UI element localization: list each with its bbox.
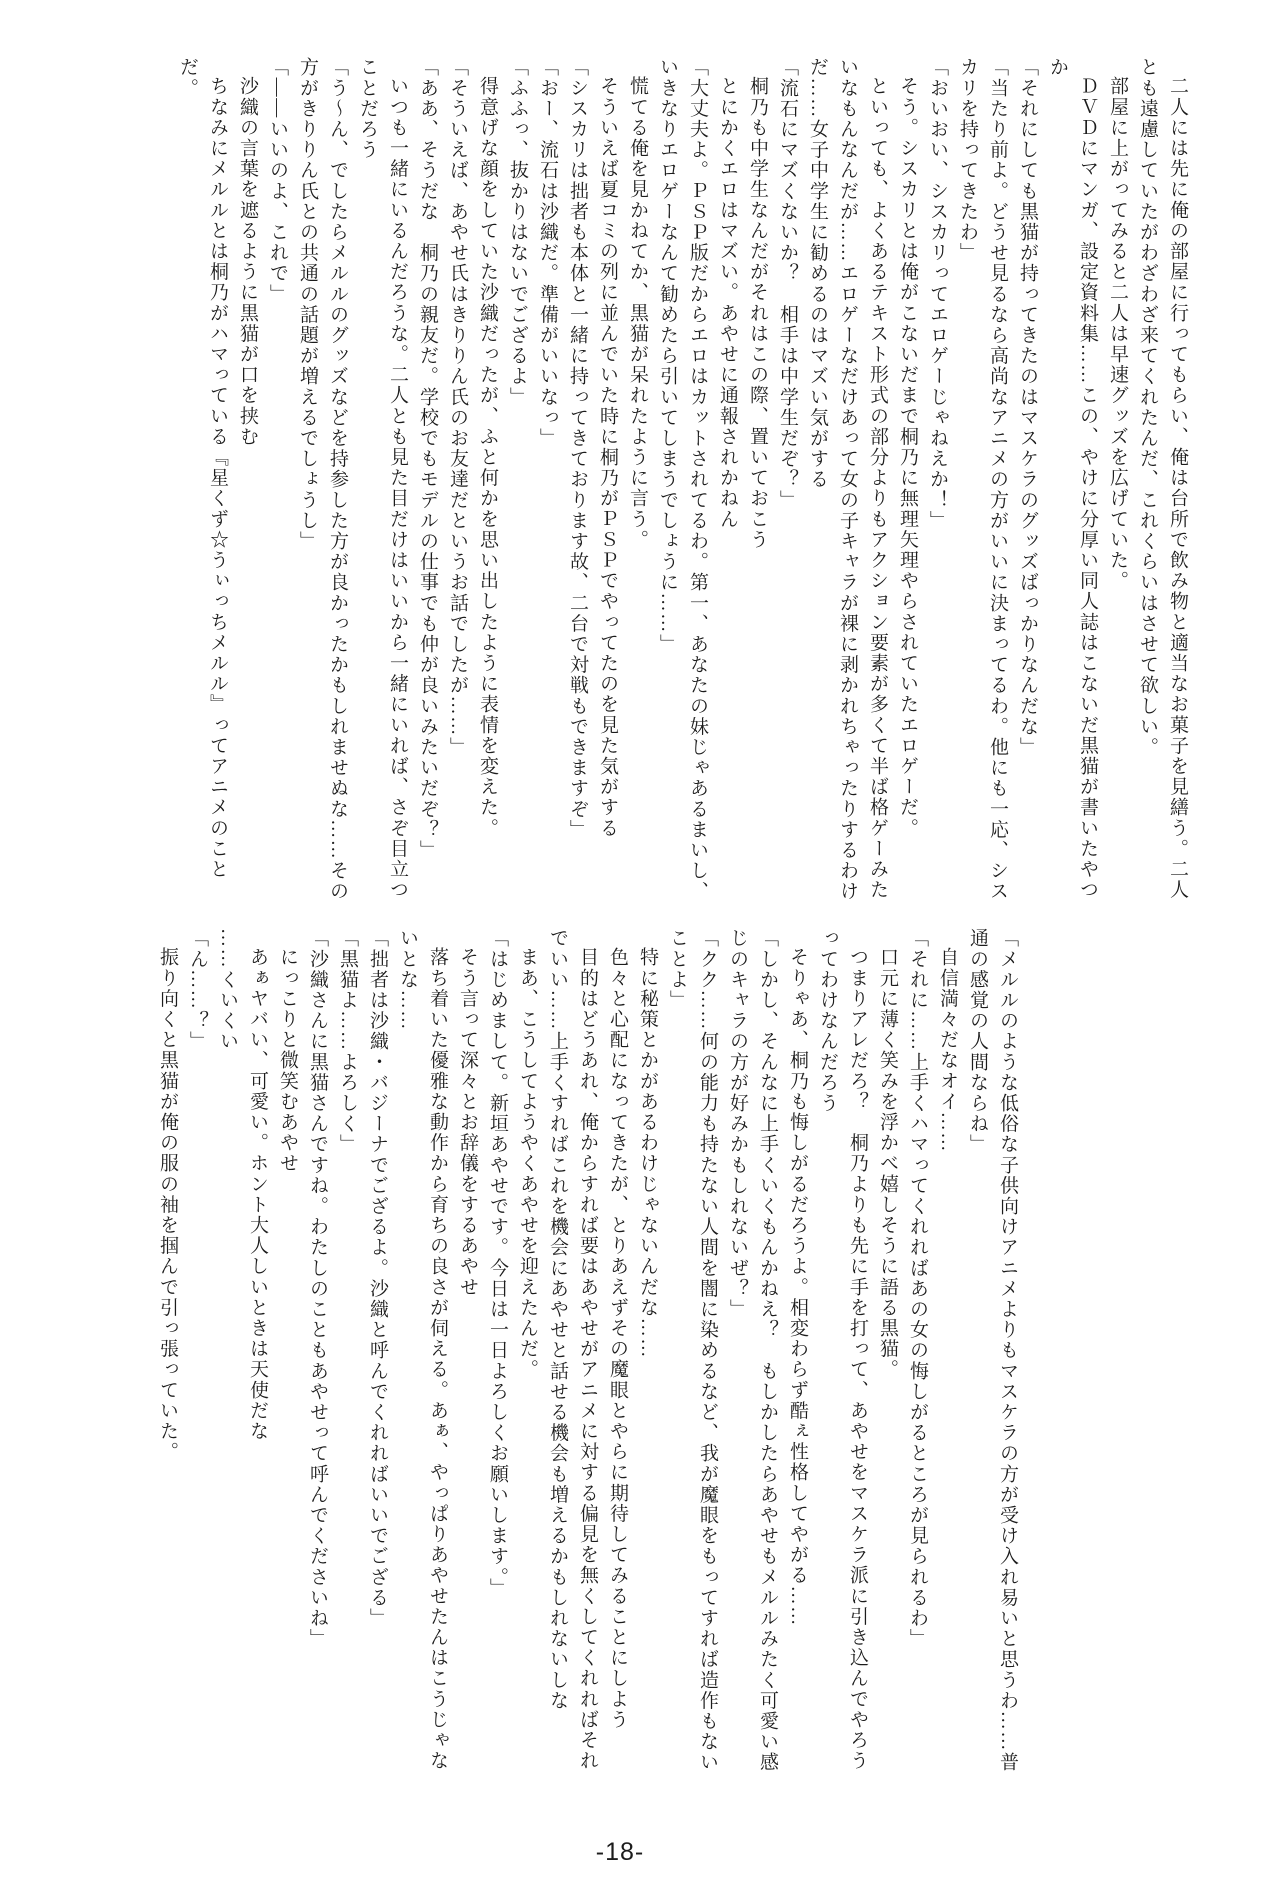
- paragraph-line: 得意げな顔をしていた沙織だったが、ふと何かを思い出したように表情を変えた。: [477, 76, 498, 839]
- paragraph-line: 「ふふっ、抜かりはないでござるよ」: [507, 57, 528, 408]
- paragraph-line: つまりアレだろ？ 桐乃よりも先に手を打って、あやせをマスケラ派に引き込んでやろうってわけなんだろう: [817, 928, 868, 1771]
- paragraph-line: まあ、こうしてようやくあやせを迎えたんだ。: [517, 947, 538, 1380]
- paragraph-line: 「ああ、そうだな 桐乃の親友だ。学校でもモデルの仕事でも仲が良いみたいだぞ？」: [417, 57, 438, 861]
- paragraph-line: そりゃあ、桐乃も悔しがるだろうよ。相変わらず酷ぇ性格してやがる……: [787, 947, 808, 1627]
- paragraph-line: 振り向くと黒猫が俺の服の袖を掴んで引っ張っていた。: [157, 947, 178, 1462]
- paragraph-line: 口元に薄く笑みを浮かべ嬉しそうに語る黒猫。: [877, 947, 898, 1380]
- bottom-text-block: [100, 928, 1022, 1780]
- paragraph-line: 「拙者は沙織・バジーナでござるよ。沙織と呼んでくれればいいでござる」: [367, 928, 388, 1629]
- paragraph-line: といっても、よくあるテキスト形式の部分よりもアクション要素が多くて半ば格ゲーみたいなもんなんだが……エロゲーなだけあって女の子キャラが裸に剥かれちゃったりするわけだ……女子中学生に勧めるのはマズい気がする: [807, 57, 888, 902]
- paragraph-line: 「クク……何の能力も持たない人間を闇に染めるなど、我が魔眼をもってすれば造作もないことよ」: [667, 928, 718, 1773]
- paragraph-line: 色々と心配になってきたが、とりあえずその魔眼とやらに期待してみることにしよう: [607, 947, 628, 1730]
- paragraph-line: いつも一緒にいるんだろうな。二人とも見た目だけはいいから一緒にいれば、さぞ目立つことだろう: [357, 57, 408, 900]
- paragraph-line: ＤＶＤにマンガ、設定資料集……この、やけに分厚い同人誌はこないだ黒猫が書いたやつか: [1047, 57, 1098, 900]
- paragraph-line: 「それに……上手くハマってくれればあの女の悔しがるところが見られるわ」: [907, 928, 928, 1649]
- paragraph-line: 目的はどうあれ、俺からすれば要はあやせがアニメに対する偏見を無くしてくれればそれでいい……上手くすればこれを機会にあやせと話せる機会も増えるかもしれないしな: [547, 928, 598, 1771]
- paragraph-line: そう。シスカリとは俺がこないだまで桐乃に無理矢理やらされていたエロゲーだ。: [897, 76, 918, 839]
- paragraph-line: 部屋に上がってみると二人は早速グッズを広げていた。: [1107, 76, 1128, 591]
- paragraph-line: 「当たり前よ。どうせ見るなら高尚なアニメの方がいいに決まってるわ。他にも一応、シスカリを持ってきたわ」: [957, 57, 1008, 902]
- paragraph-line: ちなみにメルルとは桐乃がハマっている『星くず☆うぃっちメルル』ってアニメのことだ。: [177, 57, 228, 880]
- paragraph-line: 「大丈夫よ。ＰＳＰ版だからエロはカットされてるわ。第一、あなたの妹じゃあるまいし、いきなりエロゲーなんて勧めたら引いてしまうでしょうに……」: [657, 57, 708, 902]
- paragraph-line: 「おー、流石は沙織だ。準備がいいなっ」: [537, 57, 558, 449]
- paragraph-line: 「おいおい、シスカリってエロゲーじゃねえか！」: [927, 57, 948, 531]
- paragraph-line: そういえば夏コミの列に並んでいた時に桐乃がＰＳＰでやってたのを見た気がする: [597, 76, 618, 839]
- paragraph-line: 慌てる俺を見かねてか、黒猫が呆れたように言う。: [627, 76, 648, 550]
- top-text-block: [110, 57, 1192, 907]
- paragraph-line: にっこりと微笑むあやせ: [277, 947, 298, 1174]
- paragraph-line: とにかくエロはマズい。あやせに通報されかねん: [717, 76, 738, 530]
- paragraph-line: あぁヤバい、可愛い。ホント大人しいときは天使だな: [247, 947, 268, 1442]
- paragraph-line: 「――いいのよ、これで」: [267, 57, 288, 305]
- paragraph-line: 沙織の言葉を遮るように黒猫が口を挟む: [237, 76, 258, 447]
- paragraph-line: 「黒猫よ……よろしく」: [337, 928, 358, 1155]
- paragraph-line: 二人には先に俺の部屋に行ってもらい、俺は台所で飲み物と適当なお菓子を見繕う。二人とも遠慮していたがわざわざ来てくれたんだ、これくらいはさせて欲しい。: [1137, 57, 1188, 900]
- paragraph-line: 「ん……？」: [187, 928, 208, 1052]
- paragraph-line: 「シスカリは拙者も本体と一緒に持ってきております故、二台で対戦もできますぞ」: [567, 57, 588, 840]
- paragraph-line: 落ち着いた優雅な動作から育ちの良さが伺える。あぁ、やっぱりあやせたんはこうじゃないとな……: [397, 928, 448, 1771]
- paragraph-line: 特に秘策とかがあるわけじゃないんだな……: [637, 947, 658, 1359]
- paragraph-line: 自信満々だなオイ……: [937, 947, 958, 1153]
- paragraph-line: 「う〜ん、でしたらメルルのグッズなどを持参した方が良かったかもしれませぬな……その方がきりりん氏との共通の話題が増えるでしょうし」: [297, 57, 348, 902]
- paragraph-line: 「流石にマズくないか？ 相手は中学生だぞ？」: [777, 57, 798, 511]
- paragraph-line: 「しかし、そんなに上手くいくもんかねえ？ もしかしたらあやせもメルルみたく可愛い感じのキャラの方が好みかもしれないぜ？」: [727, 928, 778, 1773]
- paragraph-line: ……くいくい: [217, 928, 238, 1052]
- paragraph-line: 「はじめまして。新垣あやせです。今日は一日よろしくお願いします。」: [487, 928, 508, 1599]
- paragraph-line: そう言って深々とお辞儀をするあやせ: [457, 947, 478, 1298]
- paragraph-line: 「そういえば、あやせ氏はきりりん氏のお友達だというお話でしたが……」: [447, 57, 468, 758]
- paragraph-line: 「それにしても黒猫が持ってきたのはマスケラのグッズばっかりなんだな」: [1017, 57, 1038, 758]
- paragraph-line: 桐乃も中学生なんだがそれはこの際、置いておこう: [747, 76, 768, 550]
- paragraph-line: 「沙織さんに黒猫さんですね。わたしのこともあやせって呼んでくださいね」: [307, 928, 328, 1649]
- paragraph-line: 「メルルのような低俗な子供向けアニメよりもマスケラの方が受け入れ易いと思うわ……普通の感覚の人間ならね」: [967, 928, 1018, 1773]
- page-number: -18-: [595, 1838, 645, 1866]
